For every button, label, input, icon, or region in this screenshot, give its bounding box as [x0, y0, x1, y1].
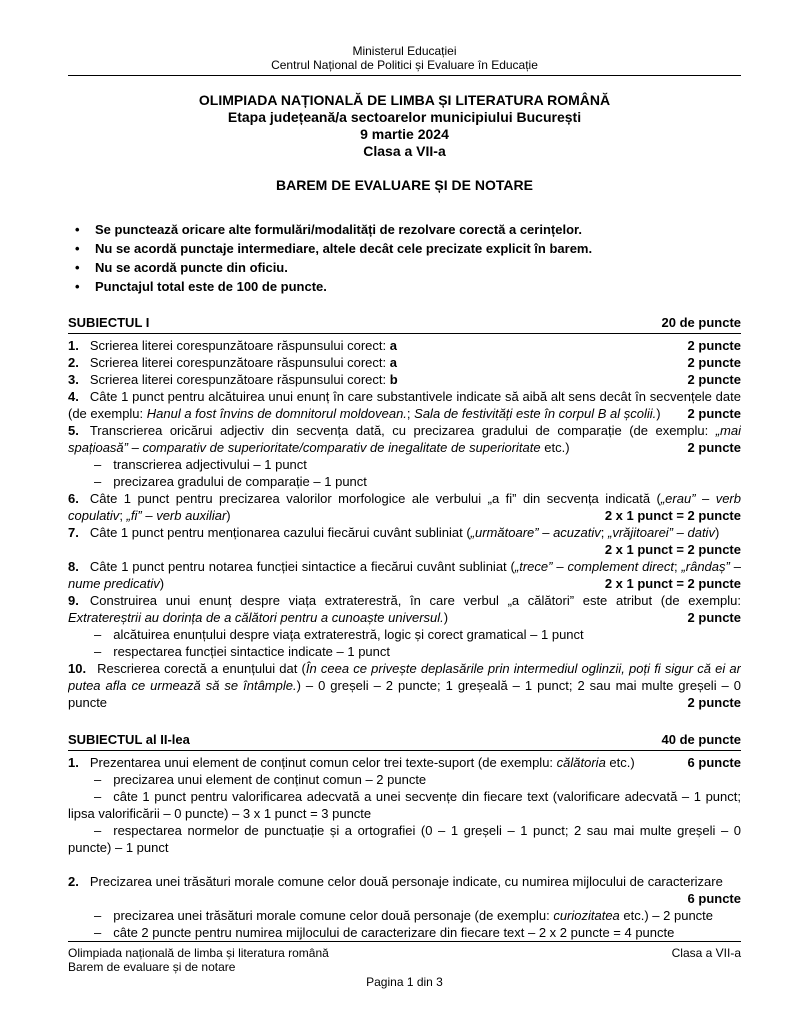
barem-title: BAREM DE EVALUARE ȘI DE NOTARE: [276, 177, 533, 193]
rule-text: Punctajul total este de 100 de puncte.: [95, 279, 327, 294]
item-points: 2 x 1 punct = 2 puncte: [604, 542, 741, 557]
item-number: 8.: [68, 559, 79, 574]
text-run: „următoare”: [470, 525, 539, 540]
bullet-marker: •: [75, 222, 80, 237]
item-number: 5.: [68, 423, 79, 438]
rule-item: [68, 277, 741, 296]
item-points: 2 puncte: [687, 610, 741, 625]
text-run: respectarea normelor de punctuație și a ortografiei (0 – 1 greșeli – 1 punct; 2 sau mai multe greșeli – 0 puncte) – 1 punct: [68, 823, 741, 855]
document-footer: [68, 941, 741, 989]
bullet-marker: •: [75, 241, 80, 256]
section-title: SUBIECTUL al II-lea: [68, 732, 190, 747]
text-run: câte 2 puncte pentru numirea mijlocului de caracterizare din fiecare text – 2 x 2 puncte = 4 puncte: [113, 925, 675, 940]
text-run: transcrierea adjectivului – 1 punct: [113, 457, 307, 472]
text-run: a: [389, 338, 397, 353]
text-run: ): [714, 525, 720, 540]
section-heading: [68, 314, 741, 334]
item-number: 9.: [68, 593, 79, 608]
sub-item: [68, 626, 741, 643]
text-run: călătoria: [556, 755, 606, 770]
item-points: 2 puncte: [687, 372, 741, 387]
item-number: 4.: [68, 389, 79, 404]
text-run: Transcrierea oricărui adjectiv din secvența dată, cu precizarea gradului de comparație (de exemplu:: [89, 423, 716, 438]
sub-item: [68, 643, 741, 660]
text-run: „erau”: [660, 491, 696, 506]
item-points: 2 puncte: [687, 355, 741, 370]
rubric-item: [68, 873, 741, 907]
text-run: „vrăjitoarei”: [608, 525, 674, 540]
text-run: ;: [119, 508, 127, 523]
class-line: Clasa a VII-a: [363, 143, 446, 159]
center-line: Centrul Național de Politici și Evaluare în Educație: [271, 58, 538, 72]
rubric-item: [68, 490, 741, 524]
date-line: 9 martie 2024: [360, 126, 449, 142]
ministry-line: Ministerul Educației: [352, 44, 457, 58]
section-title: SUBIECTUL I: [68, 315, 150, 330]
text-run: Scrierea literei corespunzătoare răspunsului corect:: [89, 372, 390, 387]
rule-item: [68, 258, 741, 277]
text-run: Construirea unui enunț despre viața extraterestră, în care verbul „a călători” este atribut (de exemplu:: [89, 593, 741, 608]
sub-item: [68, 456, 741, 473]
text-run: –: [673, 525, 688, 540]
text-run: –: [127, 440, 143, 455]
section-points: 20 de puncte: [661, 315, 741, 330]
text-run: alcătuirea enunțului despre viața extraterestră, logic și corect gramatical – 1 punct: [113, 627, 584, 642]
footer-doc-title: Olimpiada națională de limba și literatura română: [68, 946, 329, 960]
text-run: b: [389, 372, 398, 387]
rule-text: Nu se acordă puncte din oficiu.: [95, 260, 288, 275]
rubric-item: [68, 388, 741, 422]
footer-divider: [68, 941, 741, 942]
page-number: Pagina 1 din 3: [366, 975, 443, 989]
subitem-dash: –: [94, 925, 102, 940]
text-run: precizarea unui element de conținut comun – 2 puncte: [113, 772, 427, 787]
general-rules-list: [68, 220, 741, 296]
section-points: 40 de puncte: [661, 732, 741, 747]
rubric-item: [68, 754, 741, 771]
item-points: 2 puncte: [687, 440, 741, 455]
text-run: Scrierea literei corespunzătoare răspunsului corect:: [89, 355, 390, 370]
section-heading: [68, 731, 741, 751]
item-points: 2 x 1 punct = 2 puncte: [604, 576, 741, 591]
rubric-item: [68, 558, 741, 592]
text-run: ): [159, 576, 165, 591]
document-header: [68, 44, 741, 72]
text-run: „mai spațioasă”: [68, 423, 741, 455]
section: [68, 314, 741, 711]
text-run: ;: [406, 406, 415, 421]
text-run: câte 1 punct pentru valorificarea adecvată a unei secvențe din fiecare text (valorificare adecvată – 1 punct; lipsa valorificării – 0 puncte) – 3 x 1 punct = 3 puncte: [68, 789, 741, 821]
text-run: Câte 1 punct pentru menționarea cazului fiecărui cuvânt subliniat (: [89, 525, 471, 540]
header-divider: [68, 75, 741, 76]
rubric-item: [68, 422, 741, 456]
sub-item: [68, 924, 741, 941]
text-run: Câte 1 punct pentru notarea funcției sintactice a fiecărui cuvânt subliniat (: [89, 559, 515, 574]
item-number: 1.: [68, 338, 79, 353]
item-number: 3.: [68, 372, 79, 387]
text-run: Câte 1 punct pentru precizarea valorilor morfologice ale verbului „a fi” din secvența indicată (: [89, 491, 661, 506]
subitem-dash: –: [94, 823, 102, 838]
footer-left: [68, 946, 329, 974]
subitem-dash: –: [94, 627, 102, 642]
rule-text: Se punctează oricare alte formulări/modalități de rezolvare corectă a cerințelor.: [95, 222, 582, 237]
text-run: etc.) – 2 puncte: [619, 908, 714, 923]
stage-line: Etapa județeană/a sectoarelor municipiului București: [227, 109, 582, 125]
item-points: 6 puncte: [687, 755, 741, 770]
text-run: precizarea gradului de comparație – 1 punct: [113, 474, 367, 489]
text-run: Sala de festivități este în corpul B al școlii.: [414, 406, 657, 421]
item-number: 2.: [68, 874, 79, 889]
text-run: Prezentarea unui element de conținut comun celor trei texte-suport (de exemplu:: [89, 755, 557, 770]
text-run: „rândaș”: [681, 559, 730, 574]
text-run: verb auxiliar: [156, 508, 227, 523]
rubric-item: [68, 592, 741, 626]
text-run: „fi”: [126, 508, 142, 523]
text-run: respectarea funcției sintactice indicate – 1 punct: [113, 644, 391, 659]
text-run: Rescrierea corectă a enunțului dat (: [97, 661, 306, 676]
text-run: ): [443, 610, 449, 625]
sections: [68, 314, 741, 941]
text-run: ) – 0 greșeli – 2 puncte; 1 greșeală – 1 punct; 2 sau mai multe greșeli – 0 puncte: [68, 678, 741, 710]
rubric-item: [68, 354, 741, 371]
item-points: 2 puncte: [687, 695, 741, 710]
text-run: Precizarea unei trăsături morale comune celor două personaje indicate, cu numirea mijlocului de caracterizare: [89, 874, 723, 889]
text-run: –: [552, 559, 568, 574]
text-run: precizarea unei trăsături morale comune celor două personaje (de exemplu:: [113, 908, 554, 923]
text-run: Câte 1 punct pentru alcătuirea unui enunț în care substantivele indicate să aibă alt sens decât în secvențele date (de exemplu:: [68, 389, 741, 421]
text-run: –: [729, 559, 741, 574]
rule-item: [68, 220, 741, 239]
title-block: [68, 92, 741, 194]
text-run: –: [538, 525, 554, 540]
item-points: 6 puncte: [687, 891, 741, 906]
rule-item: [68, 239, 741, 258]
item-points: 2 x 1 punct = 2 puncte: [604, 508, 741, 523]
text-run: nume predicativ: [68, 576, 160, 591]
subitem-dash: –: [94, 772, 102, 787]
olympiad-title: OLIMPIADA NAȚIONALĂ DE LIMBA ȘI LITERATURA ROMÂNĂ: [198, 92, 611, 108]
text-run: acuzativ: [553, 525, 601, 540]
text-run: ): [656, 406, 661, 421]
text-run: ): [226, 508, 231, 523]
text-run: verb copulativ: [68, 491, 741, 523]
text-run: etc.): [540, 440, 570, 455]
item-number: 1.: [68, 755, 79, 770]
subitem-dash: –: [94, 908, 102, 923]
bullet-marker: •: [75, 260, 80, 275]
text-run: Hanul a fost învins de domnitorul moldovean.: [146, 406, 407, 421]
subitem-dash: –: [94, 789, 102, 804]
subitem-dash: –: [94, 644, 102, 659]
text-run: Extratereștrii au dorința de a călători pentru a cunoaște universul.: [68, 610, 444, 625]
rubric-item: [68, 524, 741, 558]
text-run: dativ: [687, 525, 715, 540]
footer-class: Clasa a VII-a: [671, 946, 741, 960]
text-run: etc.): [605, 755, 635, 770]
item-number: 7.: [68, 525, 79, 540]
text-run: ;: [673, 559, 682, 574]
text-run: complement direct: [567, 559, 674, 574]
rubric-item: [68, 371, 741, 388]
text-run: a: [389, 355, 397, 370]
item-points: 2 puncte: [687, 406, 741, 421]
section: [68, 731, 741, 941]
sub-item: [68, 771, 741, 788]
footer-doc-subtitle: Barem de evaluare și de notare: [68, 960, 236, 974]
rule-text: Nu se acordă punctaje intermediare, altele decât cele precizate explicit în barem.: [95, 241, 593, 256]
item-number: 6.: [68, 491, 79, 506]
text-run: comparativ de superioritate/comparativ de inegalitate de superioritate: [142, 440, 541, 455]
rubric-item: [68, 660, 741, 711]
rubric-item: [68, 337, 741, 354]
item-points: 2 puncte: [687, 338, 741, 353]
item-number: 2.: [68, 355, 79, 370]
text-run: –: [141, 508, 157, 523]
bullet-marker: •: [75, 279, 80, 294]
sub-item: [68, 788, 741, 822]
text-run: În ceea ce privește deplasările prin intermediul oglinzii, poți fi sigur că ei ar putea afla ce urmează să se întâmple.: [68, 661, 741, 693]
item-number: 10.: [68, 661, 87, 676]
sub-item: [68, 822, 741, 856]
text-run: curiozitatea: [553, 908, 620, 923]
text-run: „trece”: [514, 559, 553, 574]
sub-item: [68, 907, 741, 924]
subitem-dash: –: [94, 474, 102, 489]
footer-row: [68, 946, 741, 974]
text-run: Scrierea literei corespunzătoare răspunsului corect:: [89, 338, 390, 353]
sub-item: [68, 473, 741, 490]
text-run: –: [695, 491, 716, 506]
subitem-dash: –: [94, 457, 102, 472]
text-run: ;: [600, 525, 608, 540]
